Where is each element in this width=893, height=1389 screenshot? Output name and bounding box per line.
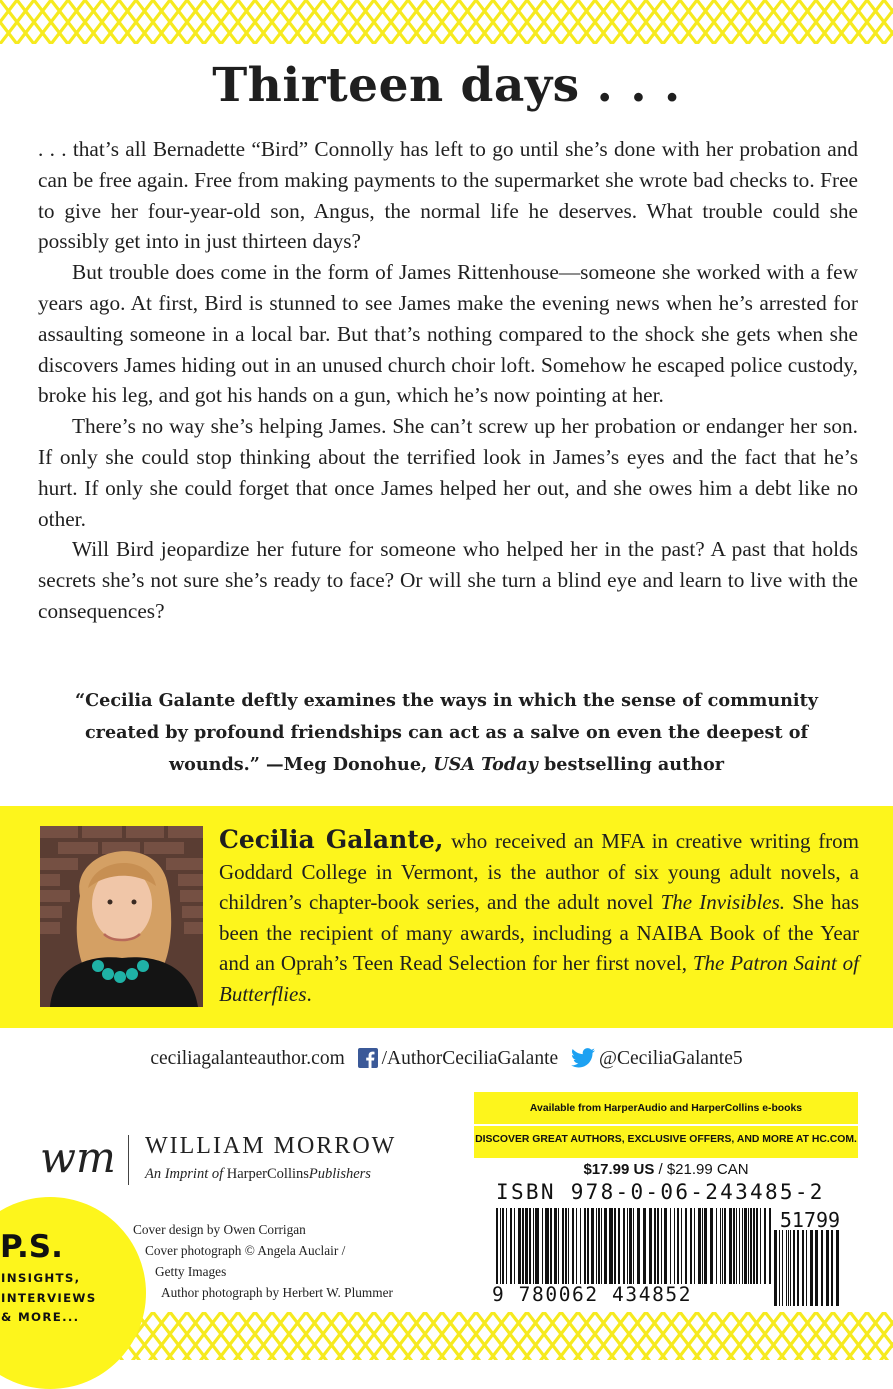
ps-subtitle <box>1 1269 97 1328</box>
book-title: The Invisibles. <box>660 890 786 914</box>
headline: Thirteen days . . . <box>212 58 681 113</box>
retail-banner <box>474 1092 858 1158</box>
william-morrow-logo <box>36 1130 126 1186</box>
ean-number: 9 780062 434852 <box>492 1283 693 1306</box>
bio-text: . <box>306 981 312 1006</box>
barcode <box>488 1208 848 1306</box>
author-photo <box>40 826 203 1007</box>
publisher-divider <box>128 1135 129 1185</box>
cover-credits <box>133 1219 463 1303</box>
facebook-link[interactable]: /AuthorCeciliaGalante <box>381 1048 559 1069</box>
credit-line: Cover photograph © Angela Auclair / <box>145 1243 346 1258</box>
synopsis-paragraph: Will Bird jeopardize her future for someone who helped her in the past? A past that holds secrets she’s not sure she’s ready to face? Or will she turn a blind eye and learn to live with the consequences? <box>38 537 858 623</box>
facebook-icon <box>358 1048 378 1068</box>
imprint-suffix: Publishers <box>308 1166 371 1182</box>
imprint-name: HarperCollins <box>226 1166 309 1182</box>
review-quote <box>40 685 853 781</box>
isbn: ISBN 978-0-06-243485-2 <box>496 1180 825 1204</box>
ps-line: INTERVIEWS <box>1 1290 97 1305</box>
credit-line: Author photograph by Herbert W. Plummer <box>161 1285 393 1300</box>
quote-text: “Cecilia Galante deftly examines the ways in which the sense of community created by profound friendships can act as a salve on even the deepest of wounds.” —Meg Donohue, <box>75 690 818 775</box>
price <box>474 1161 858 1178</box>
ps-title: P.S. <box>0 1229 63 1265</box>
ebook-availability: Available from HarperAudio and HarperCollins e-books <box>529 1103 803 1114</box>
book-title: The Patron Saint of Butterflies <box>219 951 860 1006</box>
banner-divider <box>474 1124 858 1126</box>
zigzag-border-top <box>0 0 893 44</box>
website-link[interactable]: ceciliagalanteauthor.com <box>150 1048 345 1069</box>
quote-suffix: bestselling author <box>543 754 724 775</box>
publisher-name: WILLIAM MORROW <box>145 1133 397 1159</box>
hc-promo: DISCOVER GREAT AUTHORS, EXCLUSIVE OFFERS, AND MORE AT HC.COM. <box>475 1134 857 1145</box>
ps-line: & MORE... <box>1 1310 80 1324</box>
credit-line: Getty Images <box>155 1264 227 1279</box>
synopsis <box>38 134 858 627</box>
author-bio <box>219 825 859 1009</box>
bio-text: who received an MFA in creative writing from Goddard College in Vermont, is the author of six young adult novels, a children’s chapter-book series, and the adult novel <box>219 829 860 914</box>
price-can: / $21.99 CAN <box>658 1161 749 1178</box>
bio-text: She has been the recipient of many awards, including a NAIBA Book of the Year and an Oprah’s Teen Read Selection for her first novel, <box>219 890 860 975</box>
twitter-link[interactable]: @CeciliaGalante5 <box>599 1048 743 1069</box>
author-name: Cecilia Galante, <box>219 825 444 854</box>
publisher-imprint <box>145 1166 371 1183</box>
imprint-prefix: An Imprint of <box>145 1166 224 1182</box>
wm-logo-text: wm <box>40 1133 116 1182</box>
price-us: $17.99 US <box>583 1161 655 1178</box>
credit-line: Cover design by Owen Corrigan <box>133 1222 306 1237</box>
quote-publication: USA Today <box>433 754 538 775</box>
twitter-icon <box>571 1048 595 1068</box>
ps-line: INSIGHTS, <box>1 1271 81 1285</box>
social-links <box>0 1044 893 1074</box>
price-code: 51799 <box>779 1208 841 1232</box>
synopsis-paragraph: There’s no way she’s helping James. She can’t screw up her probation or endanger her son. If only she could stop thinking about the terrified look in James’s eyes and the fact that he’s hurt. If only she could forget that once James helped her out, and she owes him a debt like no other. <box>38 414 858 531</box>
synopsis-paragraph: But trouble does come in the form of James Rittenhouse—someone she worked with a few years ago. At first, Bird is stunned to see James make the evening news when he’s arrested for assaulting someone in a local bar. But that’s nothing compared to the shock she gets when she discovers James hiding out in an unused church choir loft. Somehow he escaped police custody, broke his leg, and got his hands on a gun, which he’s now pointing at her. <box>38 260 858 408</box>
synopsis-paragraph: . . . that’s all Bernadette “Bird” Connolly has left to go until she’s done with her probation and can be free again. Free from making payments to the supermarket she wrote bad checks to. Free to give her four-year-old son, Angus, the normal life he deserves. What trouble could she possibly get into in just thirteen days? <box>38 137 858 254</box>
